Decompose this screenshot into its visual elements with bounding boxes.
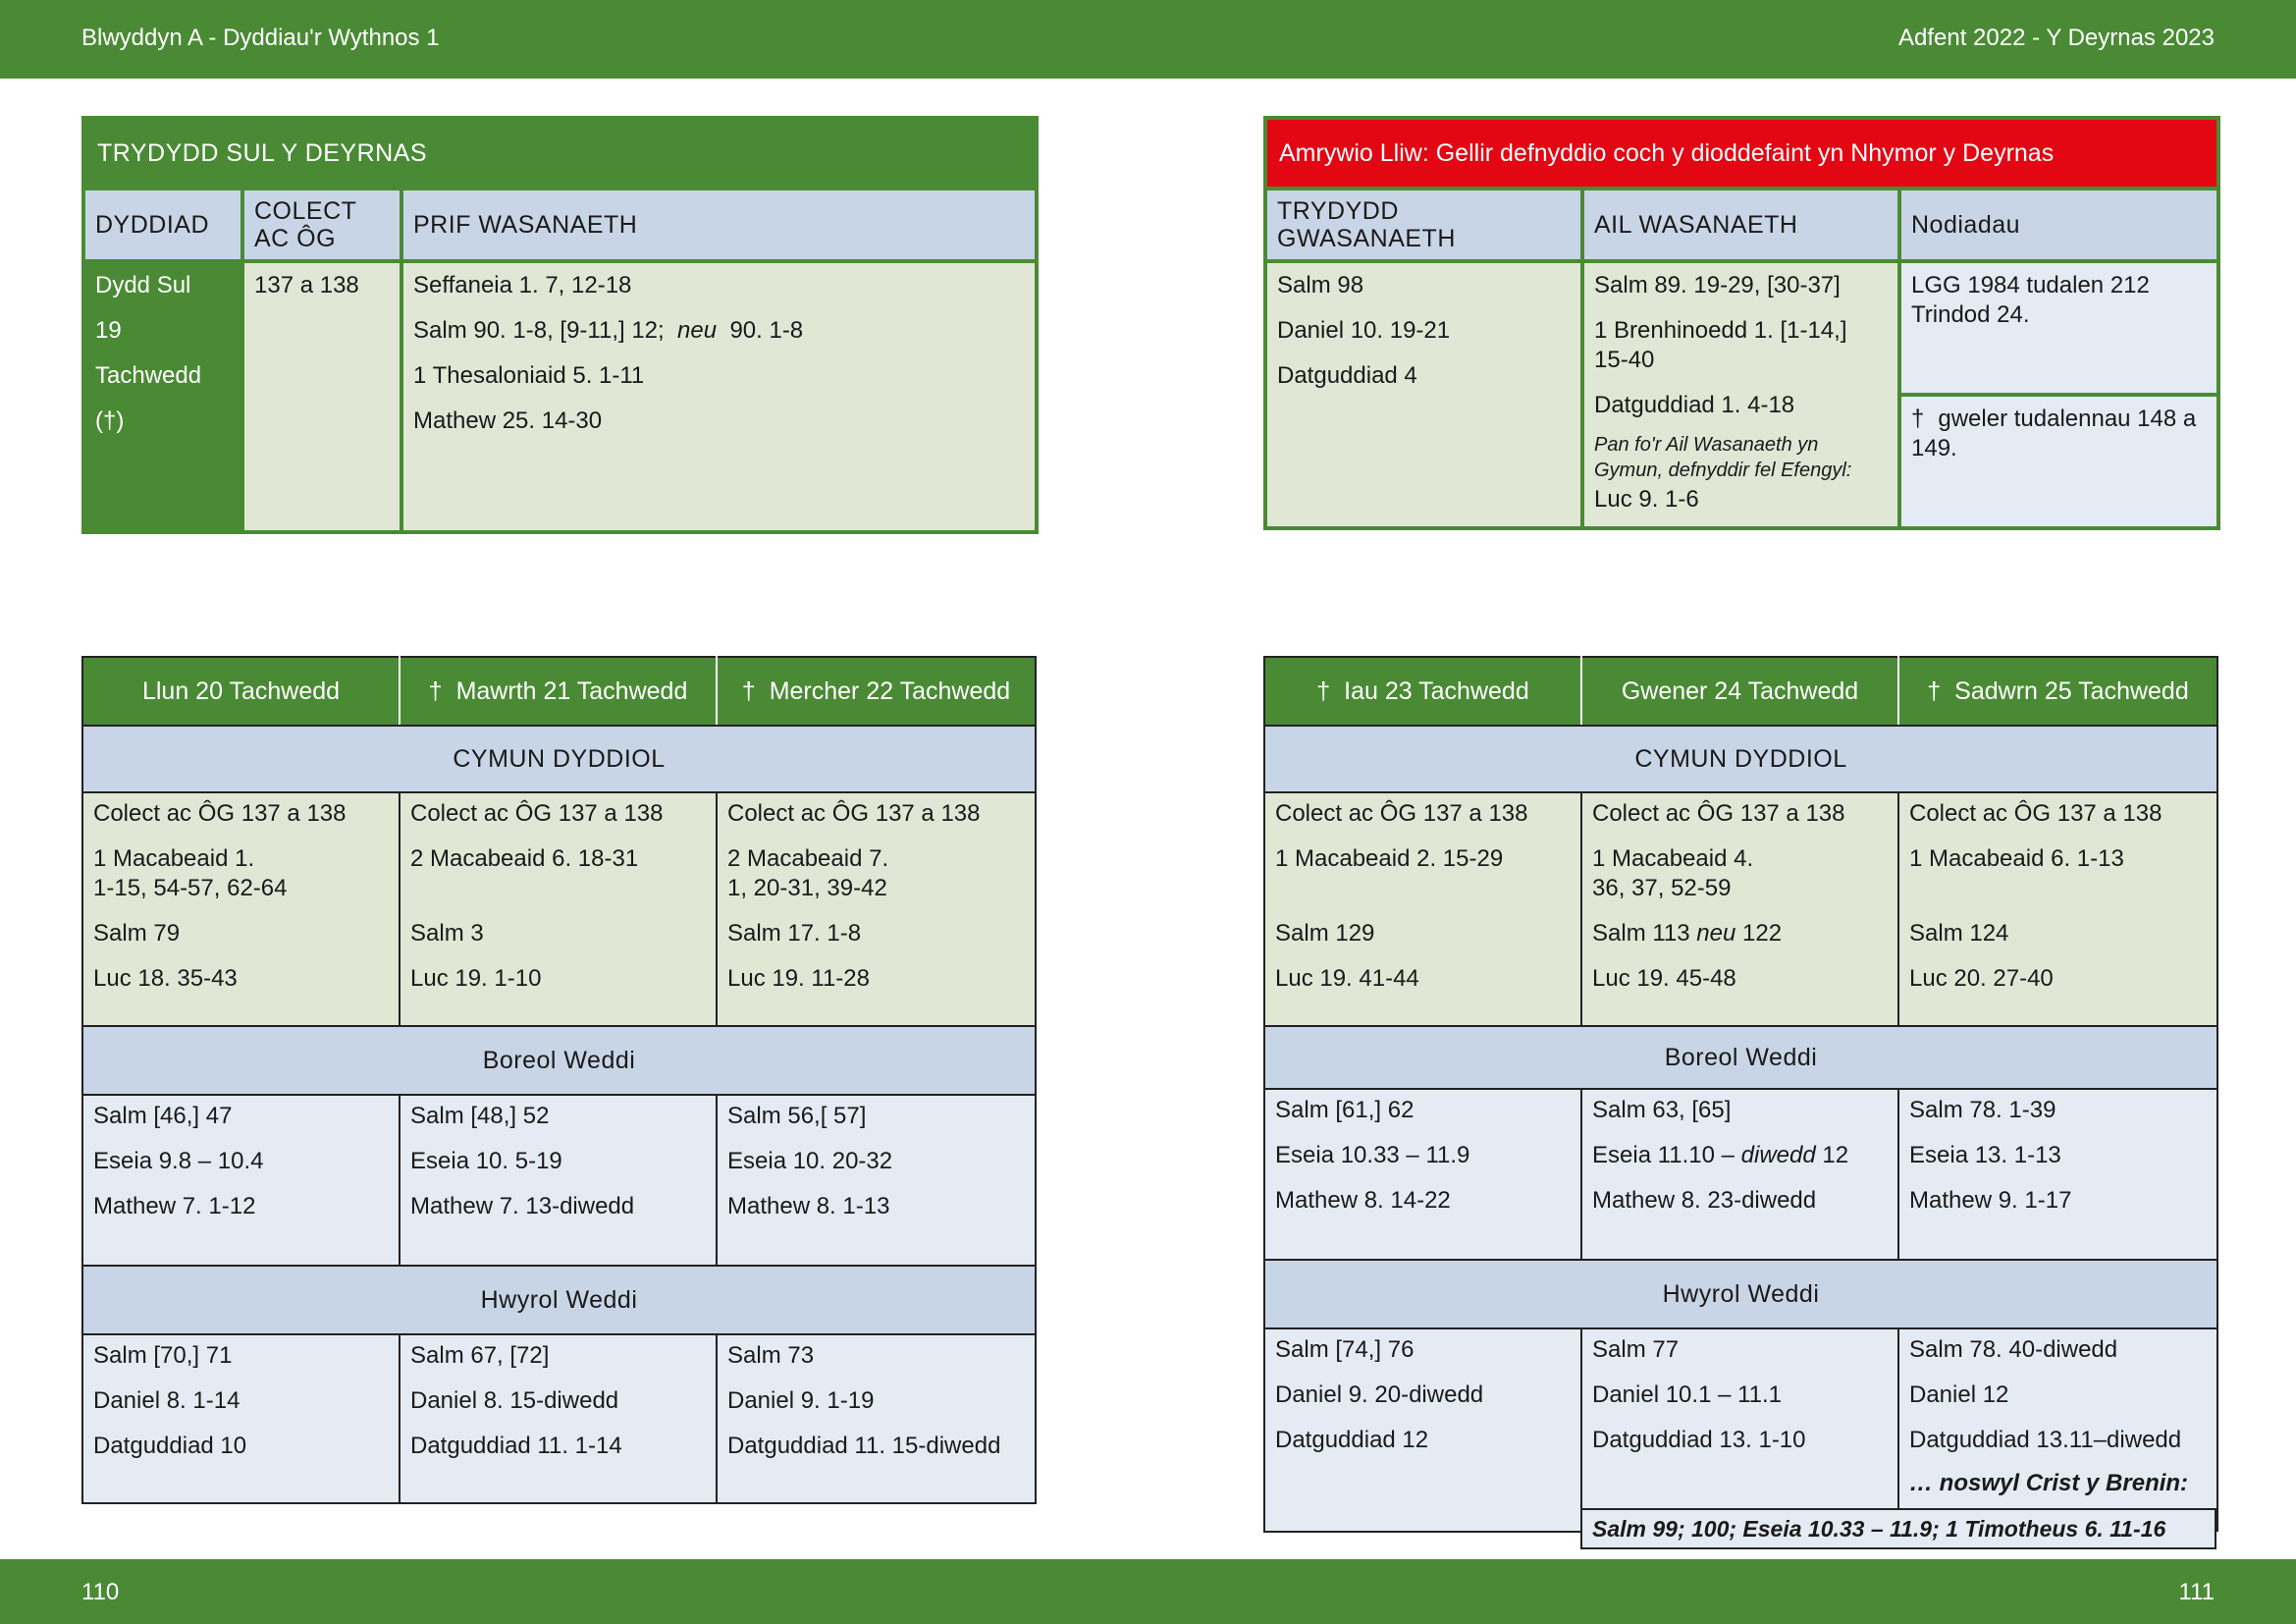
reading-or: neu (677, 317, 718, 344)
note-text-body: gweler tudalennau 148 a 149. (1911, 406, 2197, 461)
header-band (0, 0, 2296, 79)
evening-cell (1264, 1328, 1581, 1532)
reading: Colect ac ÔG 137 a 138 (1592, 800, 1845, 827)
section-header-communion: CYMUN DYDDIOL (1264, 726, 2217, 792)
reading: Eseia 10. 5-19 (410, 1148, 562, 1174)
day-label: Iau 23 Tachwedd (1344, 677, 1529, 705)
day-header (1581, 657, 1898, 726)
reading: Salm [74,] 76 (1275, 1336, 1415, 1363)
reading: Salm 56,[ 57] (727, 1103, 867, 1129)
reading: 1 Macabeaid 6. 1-13 (1909, 845, 2124, 872)
communion-cell (82, 792, 400, 1026)
day-header (1898, 657, 2217, 726)
reading: Salm [61,] 62 (1275, 1097, 1415, 1123)
day-label: Mawrth 21 Tachwedd (455, 677, 688, 705)
reading: Datguddiad 11. 15-diwedd (727, 1433, 1001, 1459)
reading-part: Salm 90. 1-8, [9-11,] 12; (413, 317, 665, 344)
reading: 1-15, 54-57, 62-64 (93, 875, 288, 901)
communion-cell (1581, 792, 1898, 1026)
reading: Daniel 8. 1-14 (93, 1387, 240, 1414)
reading: Salm 98 (1277, 272, 1364, 298)
reading: Salm 73 (727, 1342, 815, 1369)
reading: Luc 19. 45-48 (1592, 965, 1736, 992)
reading: 1 Macabeaid 2. 15-29 (1275, 845, 1504, 872)
sunday-title: TRYDYDD SUL Y DEYRNAS (83, 118, 1037, 189)
note-text: LGG 1984 tudalen 212 Trindod 24. (1911, 272, 2150, 328)
evening-cell (82, 1334, 400, 1503)
collect-value: 137 a 138 (254, 272, 359, 298)
header-left-text: Blwyddyn A - Dyddiau'r Wythnos 1 (81, 25, 440, 51)
reading: Mathew 25. 14-30 (413, 407, 603, 434)
dagger-icon: † (1927, 677, 1942, 705)
dagger-icon: † (428, 677, 443, 705)
reading-part: Salm 113 (1592, 920, 1690, 947)
section-header-communion: CYMUN DYDDIOL (82, 726, 1036, 792)
reading: Mathew 8. 23-diwedd (1592, 1187, 1817, 1214)
reading: Luc 19. 41-44 (1275, 965, 1419, 992)
eve-readings-strip (1580, 1508, 2216, 1549)
reading: Salm 3 (410, 920, 484, 947)
third-service-cell (1265, 261, 1582, 528)
day-label: Gwener 24 Tachwedd (1621, 677, 1859, 705)
reading: Colect ac ÔG 137 a 138 (410, 800, 664, 827)
communion-cell (400, 792, 717, 1026)
reading (1592, 1141, 1888, 1170)
colour-variation-banner: Amrywio Lliw: Gellir defnyddio coch y dioddefaint yn Nhymor y Deyrnas (1265, 118, 2218, 189)
morning-cell (1581, 1089, 1898, 1260)
morning-cell (82, 1095, 400, 1266)
evening-cell (1581, 1328, 1898, 1532)
morning-cell (1898, 1089, 2217, 1260)
date-line: Dydd Sul (95, 272, 191, 298)
evening-cell (717, 1334, 1036, 1503)
reading: Salm 78. 1-39 (1909, 1097, 2056, 1123)
reading: Eseia 13. 1-13 (1909, 1142, 2061, 1168)
reading: Colect ac ÔG 137 a 138 (1275, 800, 1528, 827)
reading-part: 12 (1822, 1142, 1849, 1168)
reading: Daniel 10. 19-21 (1277, 317, 1451, 344)
evening-cell (1898, 1328, 2217, 1532)
reading-part: Eseia 11.10 – (1592, 1142, 1735, 1168)
reading: 1, 20-31, 39-42 (727, 875, 887, 901)
reading: Datguddiad 12 (1275, 1427, 1429, 1453)
reading: Daniel 8. 15-diwedd (410, 1387, 619, 1414)
reading: Mathew 8. 14-22 (1275, 1187, 1451, 1214)
reading: Salm 78. 40-diwedd (1909, 1336, 2118, 1363)
col-header-notes: Nodiadau (1899, 189, 2218, 261)
main-service-cell (401, 261, 1037, 532)
communion-note: Pan fo'r Ail Wasanaeth yn Gymun, defnyddir fel Efengyl: (1594, 434, 1852, 481)
morning-cell (717, 1095, 1036, 1266)
reading: 36, 37, 52-59 (1592, 875, 1732, 901)
dagger-icon: † (1316, 677, 1331, 705)
reading-part: 122 (1742, 920, 1783, 947)
section-header-evening: Hwyrol Weddi (1264, 1260, 2217, 1328)
weekday-right-table (1263, 656, 2218, 1533)
day-label: Llun 20 Tachwedd (141, 677, 341, 705)
reading: Salm 77 (1592, 1336, 1680, 1363)
date-line: 19 (95, 317, 122, 344)
notes-bottom-cell (1899, 395, 2218, 528)
col-header-main-service: PRIF WASANAETH (401, 189, 1037, 261)
dagger-icon: † (1911, 406, 1925, 432)
morning-cell (1264, 1089, 1581, 1260)
reading: Luc 19. 1-10 (410, 965, 542, 992)
communion-cell (717, 792, 1036, 1026)
reading: 1 Thesaloniaid 5. 1-11 (413, 362, 645, 389)
section-header-evening: Hwyrol Weddi (82, 1266, 1036, 1334)
day-label: Sadwrn 25 Tachwedd (1954, 677, 2189, 705)
reading: Salm 124 (1909, 920, 2009, 947)
reading: 1 Macabeaid 1. (93, 845, 255, 872)
reading: Eseia 10. 20-32 (727, 1148, 893, 1174)
date-line: (†) (95, 407, 125, 434)
reading: 2 Macabeaid 7. (727, 845, 889, 872)
communion-cell (1898, 792, 2217, 1026)
collect-cell (242, 261, 401, 532)
reading (410, 874, 706, 903)
date-line: Tachwedd (95, 362, 202, 389)
reading: Colect ac ÔG 137 a 138 (1909, 800, 2163, 827)
eve-readings: Salm 99; 100; Eseia 10.33 – 11.9; 1 Timotheus 6. 11-16 (1581, 1509, 2216, 1548)
col-header-second-service: AIL WASANAETH (1582, 189, 1899, 261)
reading: Salm 89. 19-29, [30-37] (1594, 272, 1841, 298)
footer-band (0, 1559, 2296, 1624)
reading: Mathew 7. 13-diwedd (410, 1193, 635, 1219)
reading: Datguddiad 13. 1-10 (1592, 1427, 1806, 1453)
date-cell (83, 261, 242, 532)
page-number-left: 110 (81, 1579, 120, 1605)
sunday-right-table (1263, 116, 2220, 530)
reading: Daniel 9. 1-19 (727, 1387, 875, 1414)
reading: Luc 18. 35-43 (93, 965, 238, 992)
page-number-right: 111 (2178, 1579, 2215, 1605)
reading: Eseia 10.33 – 11.9 (1275, 1142, 1470, 1168)
day-header (1264, 657, 1581, 726)
reading: Salm [48,] 52 (410, 1103, 550, 1129)
communion-cell (1264, 792, 1581, 1026)
reading: Salm 17. 1-8 (727, 920, 862, 947)
reading: Datguddiad 4 (1277, 362, 1417, 389)
reading: Colect ac ÔG 137 a 138 (93, 800, 347, 827)
reading: Colect ac ÔG 137 a 138 (727, 800, 981, 827)
col-header-third-service: TRYDYDD GWASANAETH (1265, 189, 1582, 261)
day-header (400, 657, 717, 726)
reading: Datguddiad 11. 1-14 (410, 1433, 622, 1459)
reading: Luc 20. 27-40 (1909, 965, 2054, 992)
header-right-text: Adfent 2022 - Y Deyrnas 2023 (1897, 25, 2215, 51)
note-text (1911, 405, 2207, 463)
dagger-icon: † (741, 677, 756, 705)
reading: Salm 79 (93, 920, 181, 947)
reading (1275, 874, 1571, 903)
col-header-collect: COLECT AC ÔG (242, 189, 401, 261)
morning-cell (400, 1095, 717, 1266)
reading-part: 90. 1-8 (729, 317, 804, 344)
weekday-left-table (81, 656, 1037, 1504)
reading: Salm [70,] 71 (93, 1342, 233, 1369)
sunday-left-table (81, 116, 1039, 534)
reading: Luc 19. 11-28 (727, 965, 870, 992)
reading: Salm [46,] 47 (93, 1103, 233, 1129)
reading: Mathew 7. 1-12 (93, 1193, 256, 1219)
reading (1909, 874, 2207, 903)
reading: Mathew 8. 1-13 (727, 1193, 890, 1219)
day-header (717, 657, 1036, 726)
reading: Salm 63, [65] (1592, 1097, 1732, 1123)
section-header-morning: Boreol Weddi (82, 1026, 1036, 1095)
reading: Luc 9. 1-6 (1594, 486, 1699, 513)
reading: Datguddiad 1. 4-18 (1594, 392, 1795, 418)
reading: Daniel 10.1 – 11.1 (1592, 1381, 1783, 1408)
reading: Salm 67, [72] (410, 1342, 550, 1369)
reading: Salm 129 (1275, 920, 1375, 947)
second-service-cell (1582, 261, 1899, 528)
evening-cell (400, 1334, 717, 1503)
col-header-date: DYDDIAD (83, 189, 242, 261)
reading-part: diwedd (1740, 1142, 1816, 1168)
reading-or: neu (1696, 920, 1736, 947)
reading: Daniel 9. 20-diwedd (1275, 1381, 1484, 1408)
day-header (82, 657, 400, 726)
section-header-morning: Boreol Weddi (1264, 1026, 2217, 1089)
reading (1592, 919, 1888, 948)
reading: Datguddiad 13.11–diwedd (1909, 1427, 2182, 1453)
reading: 2 Macabeaid 6. 18-31 (410, 845, 639, 872)
reading: Seffaneia 1. 7, 12-18 (413, 272, 632, 298)
reading: Eseia 9.8 – 10.4 (93, 1148, 264, 1174)
eve-note: … noswyl Crist y Brenin: (1909, 1470, 2189, 1496)
notes-top-cell (1899, 261, 2218, 395)
reading: Datguddiad 10 (93, 1433, 247, 1459)
reading: 1 Macabeaid 4. (1592, 845, 1754, 872)
reading (413, 316, 1025, 346)
reading: 1 Brenhinoedd 1. [1-14,] 15-40 (1594, 317, 1847, 373)
reading: Mathew 9. 1-17 (1909, 1187, 2072, 1214)
reading: Daniel 12 (1909, 1381, 2009, 1408)
day-label: Mercher 22 Tachwedd (769, 677, 1011, 705)
